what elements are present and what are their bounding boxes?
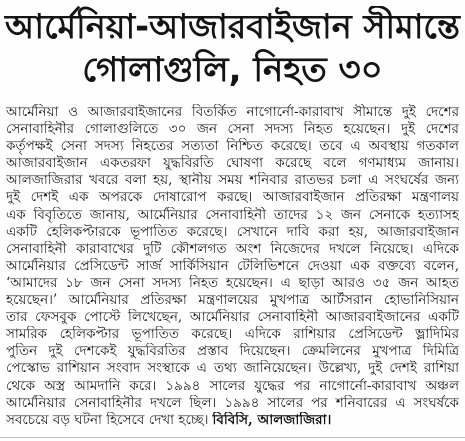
article-body-line: সেনাবাহিনী কারাবাখের দুটি কৌশলগত অংশ নিজেদের দখলে নিয়েছে। এদিকে (6, 240, 459, 257)
article-body-line: সামরিক হেলিকপ্টার ভূপাতিত করেছে। এদিকে রাশিয়ার প্রেসিডেন্ট ভ্লাদিমির (6, 326, 459, 343)
article-body-line: থেকে অস্ত্র আমদানি করে। ১৯৯৪ সালের যুদ্ধের পর নাগোর্নো-কারাবাখ অঞ্চল (6, 377, 459, 394)
article-body-line: আলজাজিরার খবরে বলা হয়, স্থানীয় সময় শনিবার রাতভর চলা এ সংঘর্ষের জন্য (6, 172, 459, 189)
article-body-line: এক বিবৃতিতে জানায়, আর্মেনিয়ার সেনাবাহিনী তাদের ১২ জন সেনাকে হত্যাসহ (6, 206, 459, 223)
article-body-line: সেনাবাহিনীর গোলাগুলিতে ৩০ জন সেনা সদস্য নিহত হয়েছেন। দুই দেশের (6, 121, 459, 138)
article-body-line: কর্তৃপক্ষই সেনা সদস্য নিহতের সত্যতা নিশ্চিত করেছে। তবে এ অবস্থায় গতকাল (6, 138, 459, 155)
article-body-line: তার ফেসবুক পোস্টে লিখেছেন, আর্মেনিয়ার সেনাবাহিনী আজারবাইজানের একটি (6, 309, 459, 326)
headline-line-1: আর্মেনিয়া-আজারবাইজান সীমান্তে (5, 7, 460, 46)
article-closing-sentence: সবচেয়ে বড় ঘটনা হিসেবে দেখা হচ্ছে। (6, 411, 209, 428)
article-body (6, 104, 459, 429)
article-body-line: ‘আমাদের ১৮ জন সেনা সদস্য নিহত হয়েছেন। এ ছাড়া আরও ৩৫ জন আহত (6, 274, 459, 291)
article-body-line: একটি হেলিকপ্টারকে ভূপাতিত করেছে। সেখানে দাবি করা হয়, আজারবাইজান (6, 223, 459, 240)
article-last-line (6, 412, 459, 429)
clipping-bottom-border (0, 437, 465, 438)
article-body-line: পুতিন দুই দেশকেই যুদ্ধবিরতির প্রস্তাব দিয়েছেন। ক্রেমলিনের মুখপাত্র দিমিত্রি (6, 343, 459, 360)
article-body-line: আর্মেনিয়ার সেনাবাহিনীর দখলে ছিল। ১৯৯৪ সালের পর শনিবারের এ সংঘর্ষকে (6, 394, 459, 411)
headline-line-2: গোলাগুলি, নিহত ৩০ (82, 50, 383, 90)
source-credit: বিবিসি, আলজাজিরা। (212, 411, 332, 428)
article-body-line: আর্মেনিয়া ও আজারবাইজানের বিতর্কিত নাগোর্নো-কারাবাখ সীমান্তে দুই দেশের (6, 104, 459, 120)
article-body-line: আর্মেনিয়ার প্রেসিডেন্ট সার্জ সার্কিসিয়ান টেলিভিশনে দেওয়া এক বক্তব্যে বলেন, (6, 257, 459, 274)
article-body-line: পেস্কোভ রাশিয়ান সংবাদ সংস্থাকে এ তথ্য জানিয়েছেন। উল্লেখ্য, দুই দেশই রাশিয়া (6, 360, 459, 377)
article-body-line: হয়েছেন।’ আর্মেনিয়ার প্রতিরক্ষা মন্ত্রণালয়ের মুখপাত্র আর্টসরান হোভানিসিয়ান (6, 292, 459, 309)
article-body-line: দুই দেশই এক অপরকে দোষারোপ করছে। আজারবাইজান প্রতিরক্ষা মন্ত্রণালয় (6, 189, 459, 206)
article-body-line: আজারবাইজান একতরফা যুদ্ধবিরতি ঘোষণা করেছে বলে গণমাধ্যম জানায়। (6, 155, 459, 172)
